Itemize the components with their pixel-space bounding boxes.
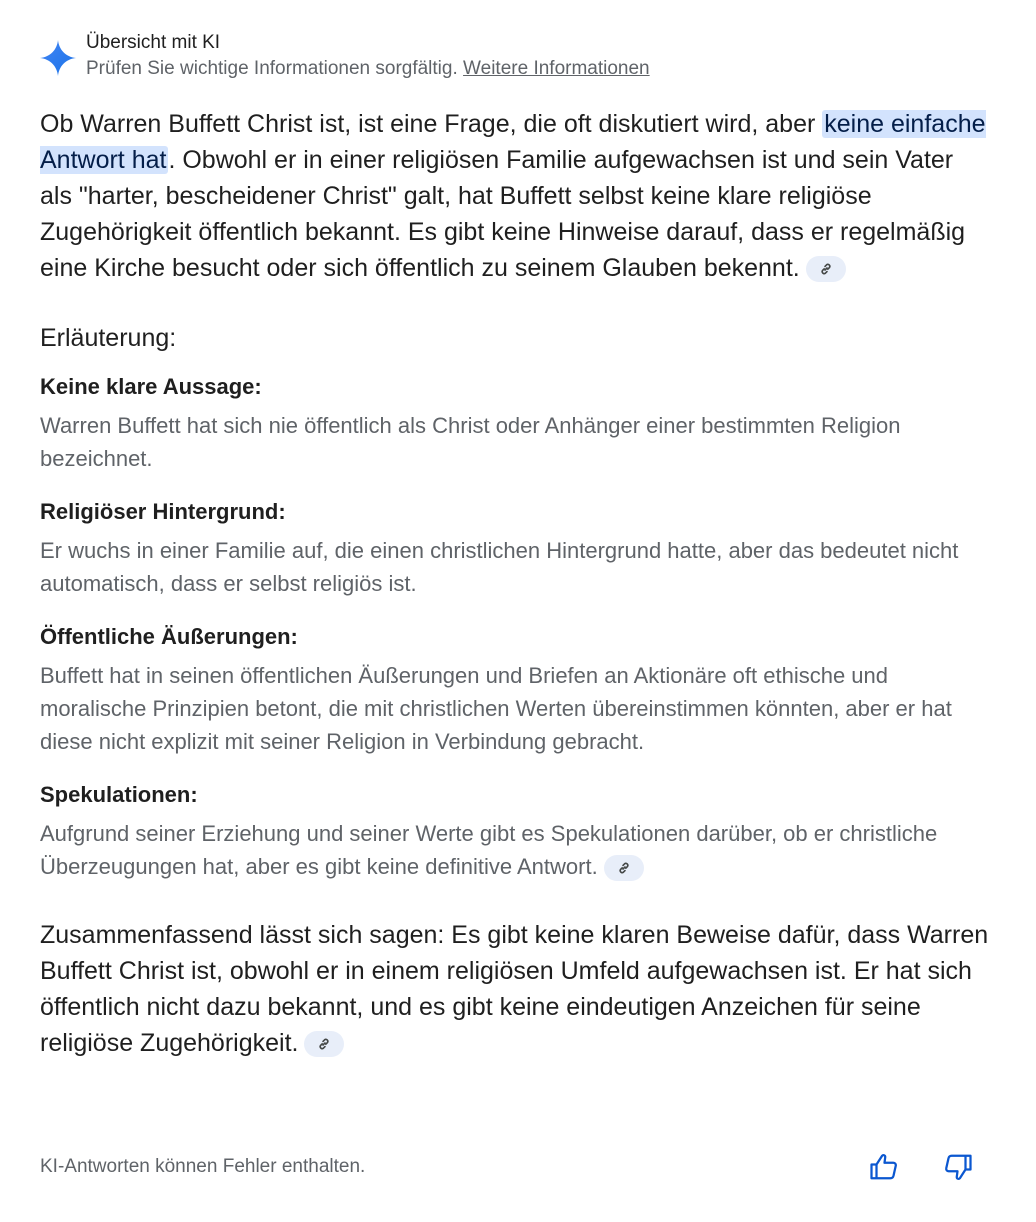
source-link-button[interactable] <box>304 1031 344 1057</box>
ai-overview-subtitle <box>86 56 650 82</box>
item-heading: Religiöser Hintergrund: <box>40 499 286 524</box>
intro-paragraph <box>40 106 990 286</box>
link-icon <box>316 1036 332 1052</box>
item-body: Er wuchs in einer Familie auf, die einen christlichen Hintergrund hatte, aber das bedeutet nicht automatisch, dass er selbst religiös ist. <box>40 538 959 596</box>
thumbs-down-button[interactable] <box>941 1150 975 1184</box>
subtitle-text: Prüfen Sie wichtige Informationen sorgfältig. <box>86 58 458 79</box>
explanation-item <box>40 372 990 475</box>
item-heading: Öffentliche Äußerungen: <box>40 624 298 649</box>
ai-overview-title: Übersicht mit KI <box>86 32 221 53</box>
more-info-link[interactable]: Weitere Informationen <box>463 58 650 79</box>
item-heading: Keine klare Aussage: <box>40 374 262 399</box>
section-title: Erläuterung: <box>40 324 177 352</box>
thumbs-down-icon <box>943 1152 973 1182</box>
summary-paragraph <box>40 917 990 1061</box>
thumbs-up-icon <box>869 1152 899 1182</box>
feedback-buttons <box>867 1150 975 1184</box>
explanation-item <box>40 780 990 883</box>
source-link-button[interactable] <box>604 855 644 881</box>
intro-text-after: . Obwohl er in einer religiösen Familie aufgewachsen ist und sein Vater als "harter, bescheidener Christ" galt, hat Buffett selbst keine klare religiöse Zugehörigkeit öffentlich bekannt. Es gibt keine Hinweise darauf, dass er regelmäßig eine Kirche besucht oder sich öffentlich zu seinem Glauben bekennt. <box>40 146 966 282</box>
summary-text: Zusammenfassend lässt sich sagen: Es gibt keine klaren Beweise dafür, dass Warren Buffett Christ ist, obwohl er in einem religiösen Umfeld aufgewachsen ist. Er hat sich öffentlich nicht dazu bekannt, und es gibt keine eindeutigen Anzeichen für seine religiöse Zugehörigkeit. <box>40 921 989 1057</box>
gemini-spark-icon <box>40 40 76 76</box>
link-icon <box>616 860 632 876</box>
disclaimer-text: KI-Antworten können Fehler enthalten. <box>40 1156 366 1177</box>
explanation-item <box>40 497 990 600</box>
item-body: Buffett hat in seinen öffentlichen Äußerungen und Briefen an Aktionäre oft ethische und moralische Prinzipien betont, die mit christlichen Werten übereinstimmen könnten, aber er hat diese nicht explizit mit seiner Religion in Verbindung gebracht. <box>40 663 952 754</box>
thumbs-up-button[interactable] <box>867 1150 901 1184</box>
link-icon <box>818 261 834 277</box>
ai-overview-footer <box>40 1150 975 1184</box>
item-body: Warren Buffett hat sich nie öffentlich als Christ oder Anhänger einer bestimmten Religion bezeichnet. <box>40 413 901 471</box>
explanation-item <box>40 622 990 758</box>
item-body <box>40 817 990 883</box>
source-link-button[interactable] <box>806 256 846 282</box>
item-heading: Spekulationen: <box>40 782 198 807</box>
intro-text-before: Ob Warren Buffett Christ ist, ist eine Frage, die oft diskutiert wird, aber <box>40 110 823 138</box>
ai-overview <box>40 30 990 1061</box>
intro-highlight[interactable]: keine einfache Antwort hat <box>40 110 986 174</box>
ai-overview-header <box>40 30 990 90</box>
item-body-text: Aufgrund seiner Erziehung und seiner Werte gibt es Spekulationen darüber, ob er christliche Überzeugungen hat, aber es gibt keine definitive Antwort. <box>40 821 938 879</box>
